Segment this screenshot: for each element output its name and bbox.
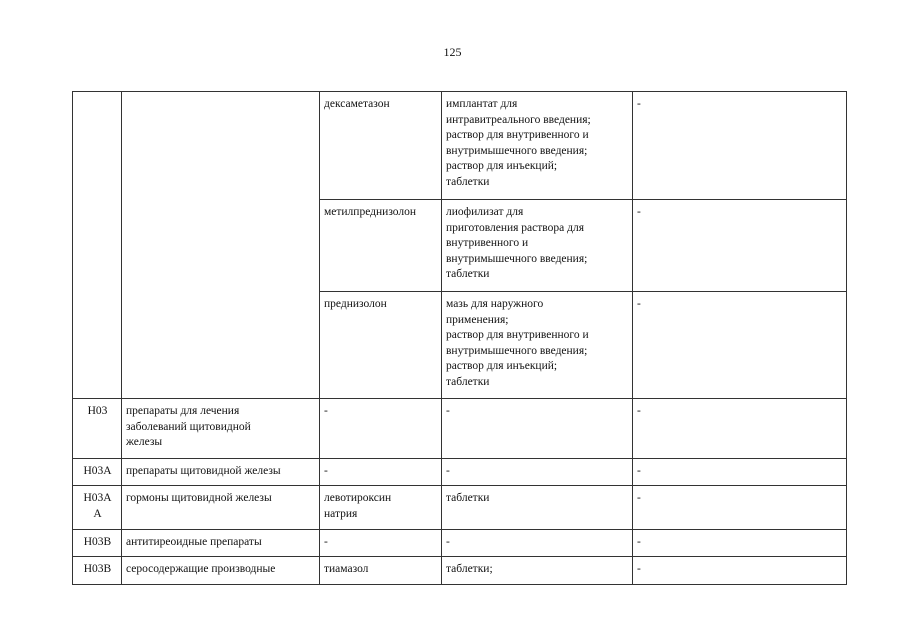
table-row: [73, 459, 847, 486]
atc-code-cell: H03B: [73, 530, 122, 557]
dosage-form-cell: мазь для наружного применения; раствор для внутривенного и внутримышечного введения; раствор для инъекций; таблетки: [442, 292, 633, 399]
atc-code-cell: [73, 92, 122, 399]
drug-name-cell: тиамазол: [320, 557, 442, 585]
table-row: [73, 399, 847, 459]
table-row: [73, 486, 847, 530]
dosage-form-cell: -: [442, 399, 633, 459]
dosage-form-cell: таблетки: [442, 486, 633, 530]
table-row: [73, 92, 847, 200]
atc-code-cell: H03A: [73, 459, 122, 486]
drug-name-cell: дексаметазон: [320, 92, 442, 200]
page-number: 125: [443, 45, 462, 59]
dosage-form-cell: -: [442, 530, 633, 557]
note-cell: -: [633, 399, 847, 459]
note-cell: -: [633, 200, 847, 292]
dosage-form-cell: таблетки;: [442, 557, 633, 585]
drug-table: [72, 91, 847, 585]
note-cell: -: [633, 292, 847, 399]
note-cell: -: [633, 459, 847, 486]
table-row: [73, 557, 847, 585]
note-cell: -: [633, 92, 847, 200]
group-name-cell: антитиреоидные препараты: [122, 530, 320, 557]
dosage-form-cell: -: [442, 459, 633, 486]
drug-name-cell: -: [320, 530, 442, 557]
drug-name-cell: метилпреднизолон: [320, 200, 442, 292]
group-name-cell: препараты для лечения заболеваний щитовидной железы: [122, 399, 320, 459]
dosage-form-cell: имплантат для интравитреального введения; раствор для внутривенного и внутримышечного введения; раствор для инъекций; таблетки: [442, 92, 633, 200]
drug-name-cell: преднизолон: [320, 292, 442, 399]
group-name-cell: [122, 92, 320, 399]
drug-name-cell: левотироксин натрия: [320, 486, 442, 530]
note-cell: -: [633, 486, 847, 530]
drug-name-cell: -: [320, 399, 442, 459]
atc-code-cell: H03B: [73, 557, 122, 585]
group-name-cell: гормоны щитовидной железы: [122, 486, 320, 530]
group-name-cell: препараты щитовидной железы: [122, 459, 320, 486]
note-cell: -: [633, 557, 847, 585]
atc-code-cell: H03: [73, 399, 122, 459]
group-name-cell: серосодержащие производные: [122, 557, 320, 585]
dosage-form-cell: лиофилизат для приготовления раствора для внутривенного и внутримышечного введения; таблетки: [442, 200, 633, 292]
drug-name-cell: -: [320, 459, 442, 486]
table-row: [73, 530, 847, 557]
note-cell: -: [633, 530, 847, 557]
atc-code-cell: H03A A: [73, 486, 122, 530]
